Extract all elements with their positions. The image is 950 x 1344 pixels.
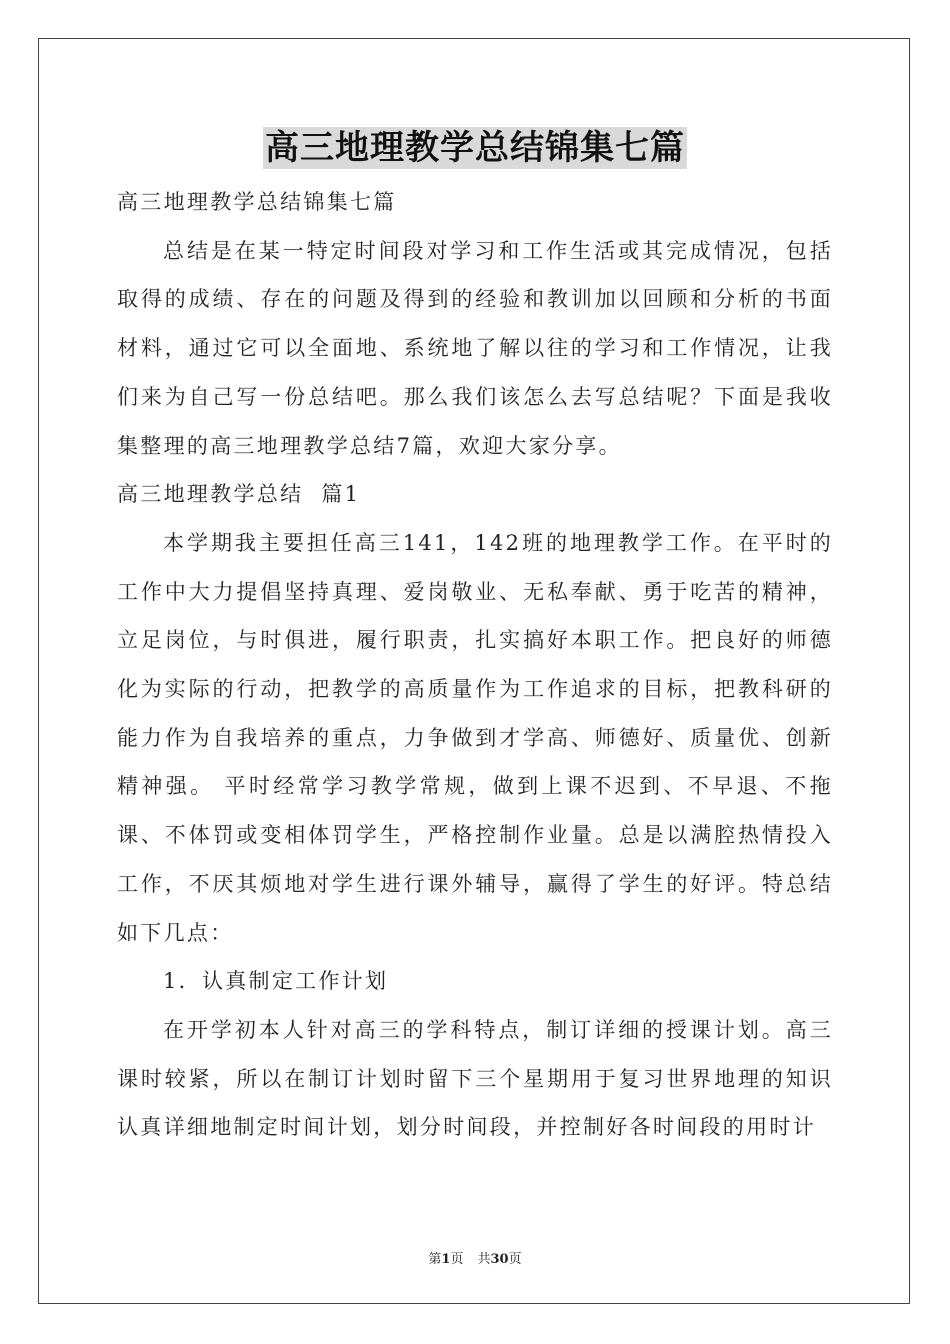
item-paragraph: 在开学初本人针对高三的学科特点，制订详细的授课计划。高三课时较紧，所以在制订计划时留下三个星期用于复习世界地理的知识认真详细地制定时间计划，划分时间段，并控制好各时间段的用时计 (117, 1017, 833, 1140)
intro-paragraph: 总结是在某一特定时间段对学习和工作生活或其完成情况，包括取得的成绩、存在的问题及得到的经验和教训加以回顾和分析的书面材料，通过它可以全面地、系统地了解以往的学习和工作情况，让我们来为自己写一份总结吧。那么我们该怎么去写总结呢？下面是我收集整理的高三地理教学总结7篇，欢迎大家分享。 (117, 238, 833, 458)
footer-page-unit: 页 (450, 1252, 464, 1267)
footer-page-current: 1 (441, 1252, 451, 1267)
document-body (117, 178, 833, 1152)
document-subtitle: 高三地理教学总结锦集七篇 (117, 190, 397, 214)
section-heading: 高三地理教学总结 篇1 (117, 482, 361, 507)
title-container (0, 127, 950, 169)
page-footer (0, 1248, 950, 1267)
footer-page-prefix: 第 (428, 1252, 442, 1267)
footer-page-total: 30 (490, 1252, 509, 1267)
item-heading: 1．认真制定工作计划 (163, 969, 389, 994)
footer-total-prefix: 共 (477, 1252, 491, 1267)
document-title: 高三地理教学总结锦集七篇 (265, 128, 685, 168)
section-paragraph: 本学期我主要担任高三141，142班的地理教学工作。在平时的工作中大力提倡坚持真理、爱岗敬业、无私奉献、勇于吃苦的精神，立足岗位，与时俱进，履行职责，扎实搞好本职工作。把良好的师德化为实际的行动，把教学的高质量作为工作追求的目标，把教科研的能力作为自我培养的重点，力争做到才学高、师德好、质量优、创新精神强。 平时经常学习教学常规，做到上课不迟到、不早退、不拖课、不体罚或变相体罚学生，严格控制作业量。总是以满腔热情投入工作，不厌其烦地对学生进行课外辅导，赢得了学生的好评。特总结如下几点： (117, 530, 833, 945)
footer-total-unit: 页 (508, 1252, 522, 1267)
